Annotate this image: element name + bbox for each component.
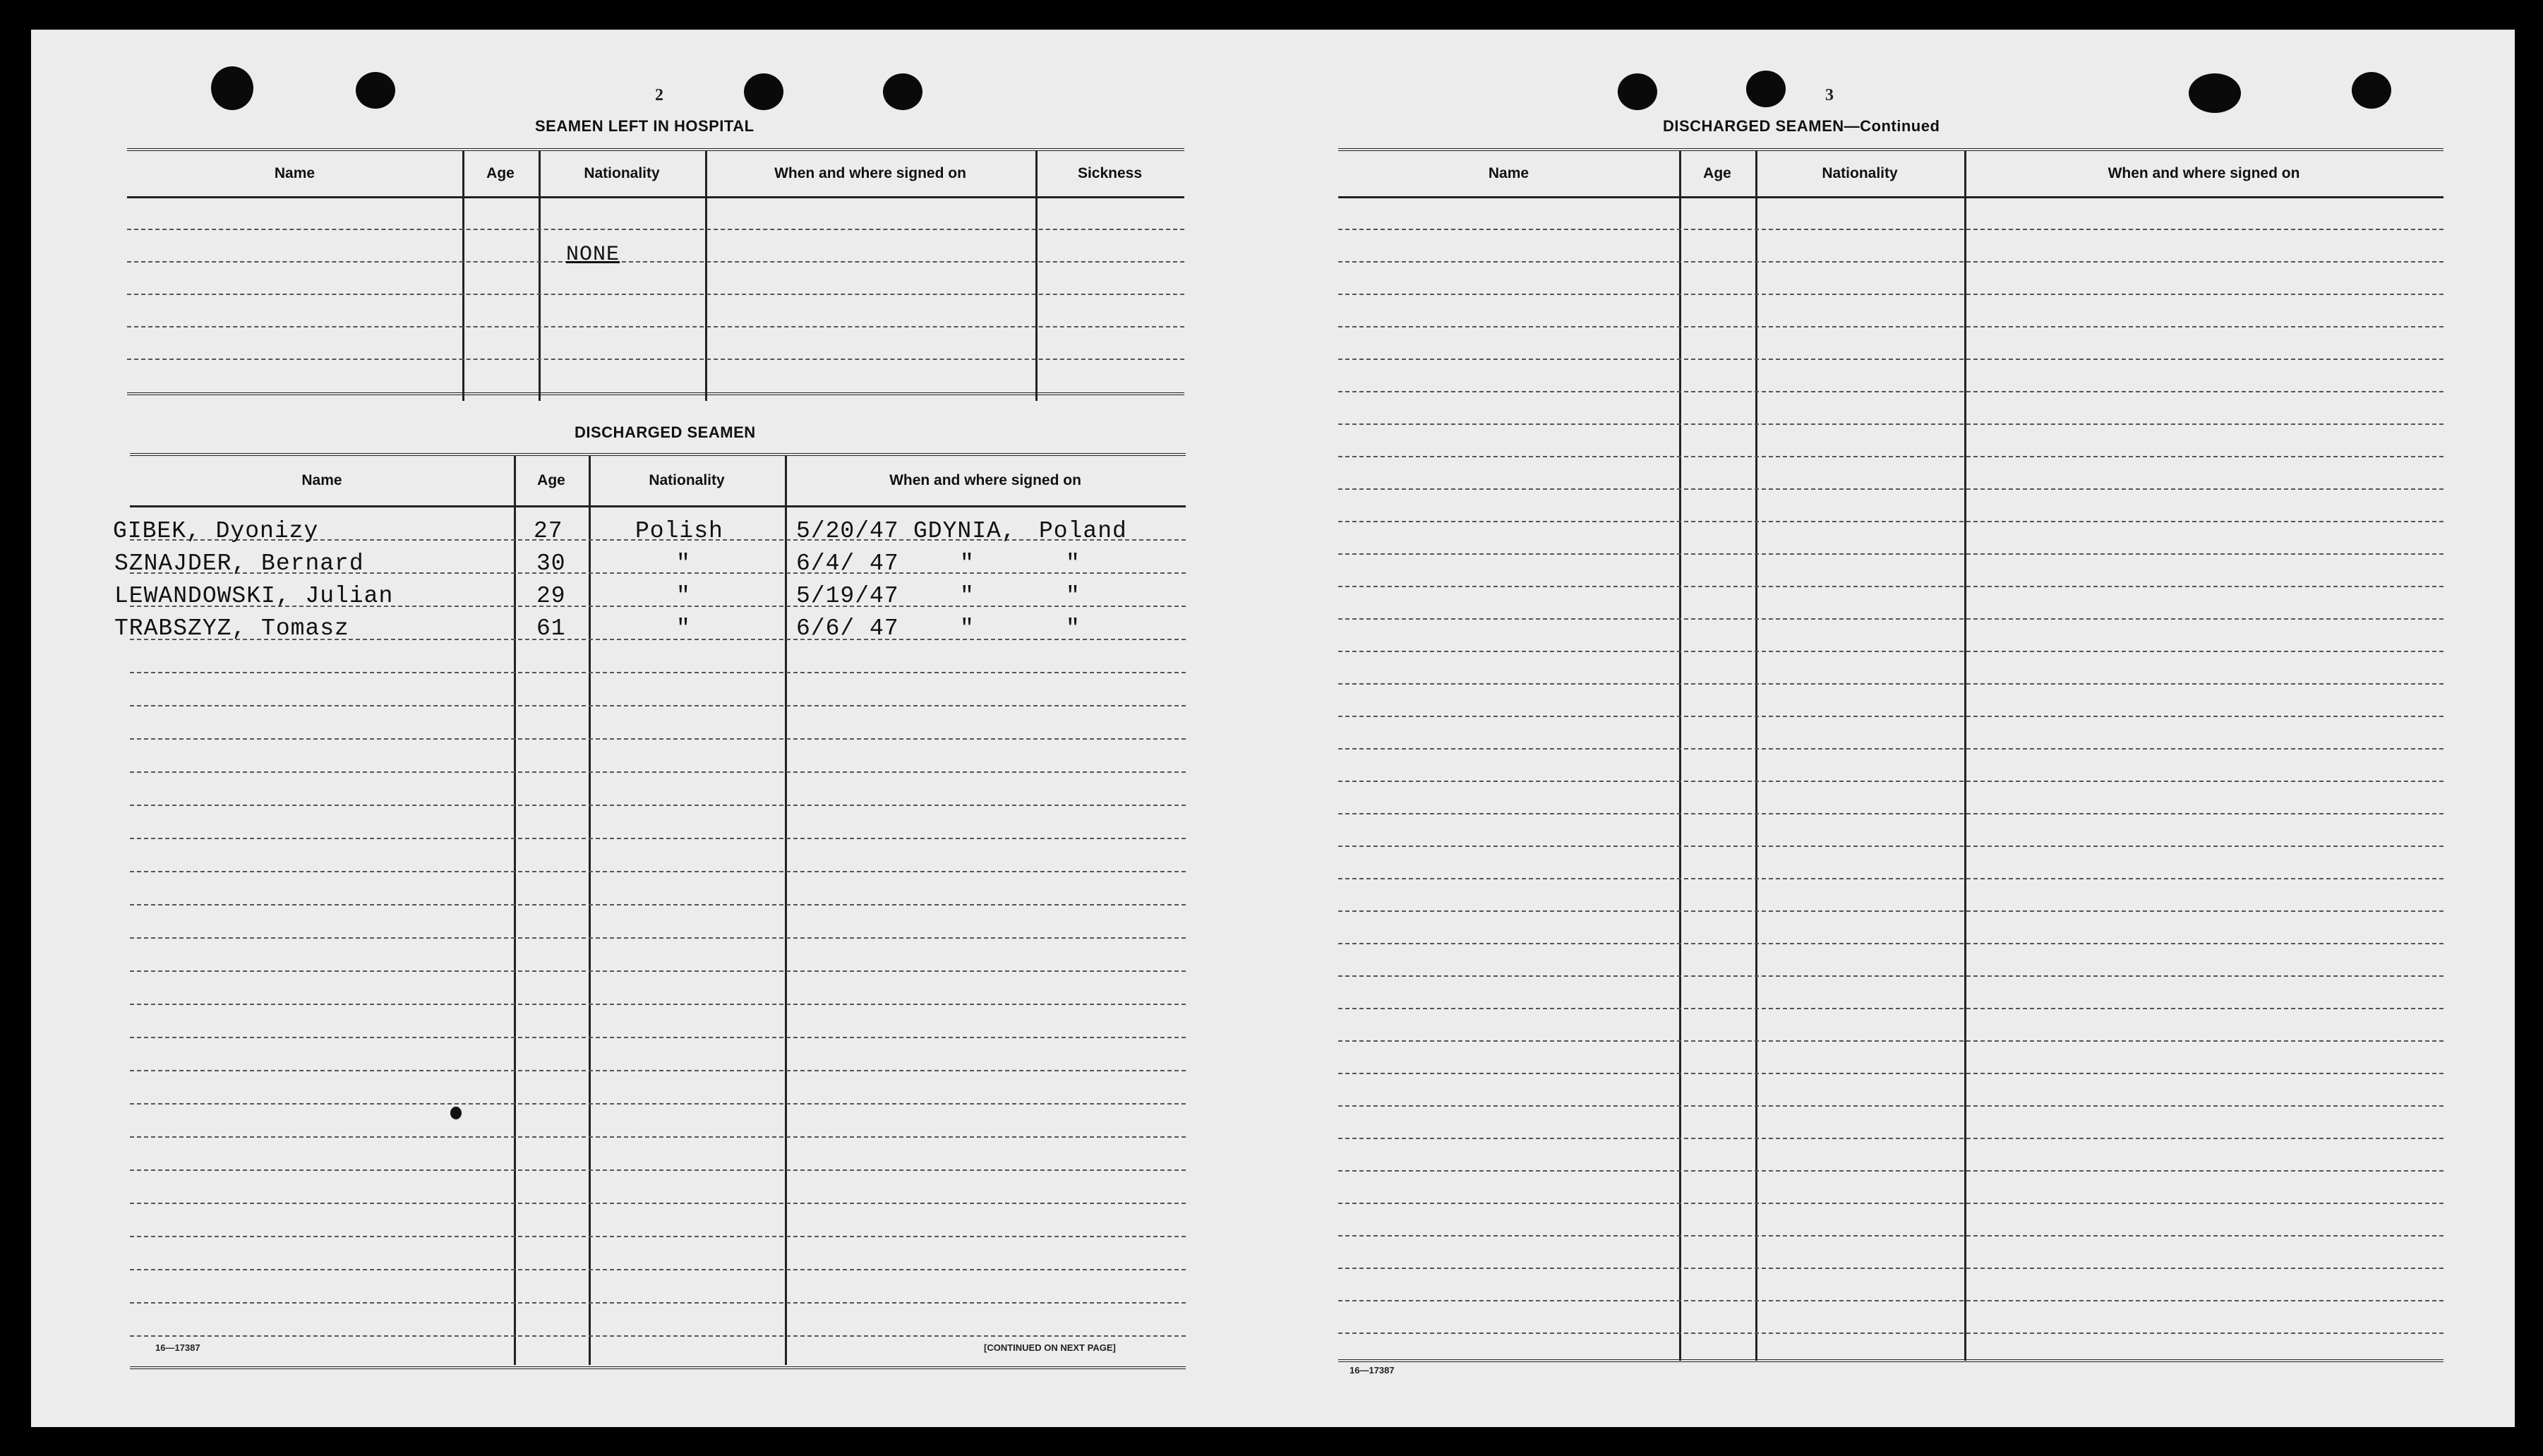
hospital-entry: NONE: [566, 243, 620, 267]
column-header: Age: [537, 472, 565, 488]
seaman-nationality: ": [676, 550, 691, 577]
signed-on-date: 6/6/ 47: [796, 615, 899, 642]
hospital-heading: SEAMEN LEFT IN HOSPITAL: [535, 117, 755, 135]
signed-on-country: ": [1066, 615, 1081, 642]
signed-on-date: 6/4/ 47: [796, 550, 899, 577]
column-header: When and where signed on: [774, 165, 966, 181]
column-header: Name: [1488, 165, 1529, 181]
document-sheet: [31, 30, 2515, 1427]
ink-blot: [450, 1107, 462, 1119]
column-header: Age: [1703, 165, 1731, 181]
signed-on-place: ": [960, 615, 975, 642]
column-header: Name: [301, 472, 342, 488]
column-header: When and where signed on: [2108, 165, 2300, 181]
column-header: Nationality: [584, 165, 660, 181]
signed-on-country: Poland: [1039, 518, 1127, 544]
signed-on-place: ": [960, 550, 975, 577]
seaman-name: GIBEK, Dyonizy: [113, 518, 319, 544]
form-number: 16—17387: [155, 1342, 200, 1353]
seaman-name: TRABSZYZ, Tomasz: [114, 615, 349, 642]
discharged-heading: DISCHARGED SEAMEN: [575, 423, 756, 441]
column-header: Name: [274, 165, 315, 181]
seaman-age: 27: [534, 518, 563, 544]
column-header: Age: [486, 165, 515, 181]
page-number: 2: [655, 86, 663, 104]
column-header: Nationality: [1822, 165, 1898, 181]
signed-on-place: ": [960, 583, 975, 609]
signed-on-country: ": [1066, 550, 1081, 577]
seaman-nationality: ": [676, 615, 691, 642]
signed-on-date: 5/20/47: [796, 518, 899, 544]
column-header: Sickness: [1077, 165, 1143, 181]
discharged-continued-table: [1338, 148, 2443, 1361]
seaman-nationality: Polish: [635, 518, 723, 544]
column-header: Nationality: [649, 472, 725, 488]
column-header: When and where signed on: [889, 472, 1081, 488]
left-page: [31, 30, 1245, 1427]
seaman-name: SZNAJDER, Bernard: [114, 550, 364, 577]
seaman-age: 29: [536, 583, 566, 609]
discharged-continued-heading: DISCHARGED SEAMEN—Continued: [1663, 117, 1940, 135]
seaman-age: 61: [536, 615, 566, 642]
right-page: [1245, 30, 2515, 1427]
page-number: 3: [1825, 86, 1834, 104]
seaman-age: 30: [536, 550, 566, 577]
seaman-nationality: ": [676, 583, 691, 609]
signed-on-country: ": [1066, 583, 1081, 609]
signed-on-date: 5/19/47: [796, 583, 899, 609]
form-number: 16—17387: [1349, 1365, 1395, 1376]
continued-note: [CONTINUED ON NEXT PAGE]: [984, 1342, 1116, 1353]
hospital-table: [127, 148, 1184, 401]
signed-on-place: GDYNIA,: [913, 518, 1016, 544]
seaman-name: LEWANDOWSKI, Julian: [114, 583, 394, 609]
